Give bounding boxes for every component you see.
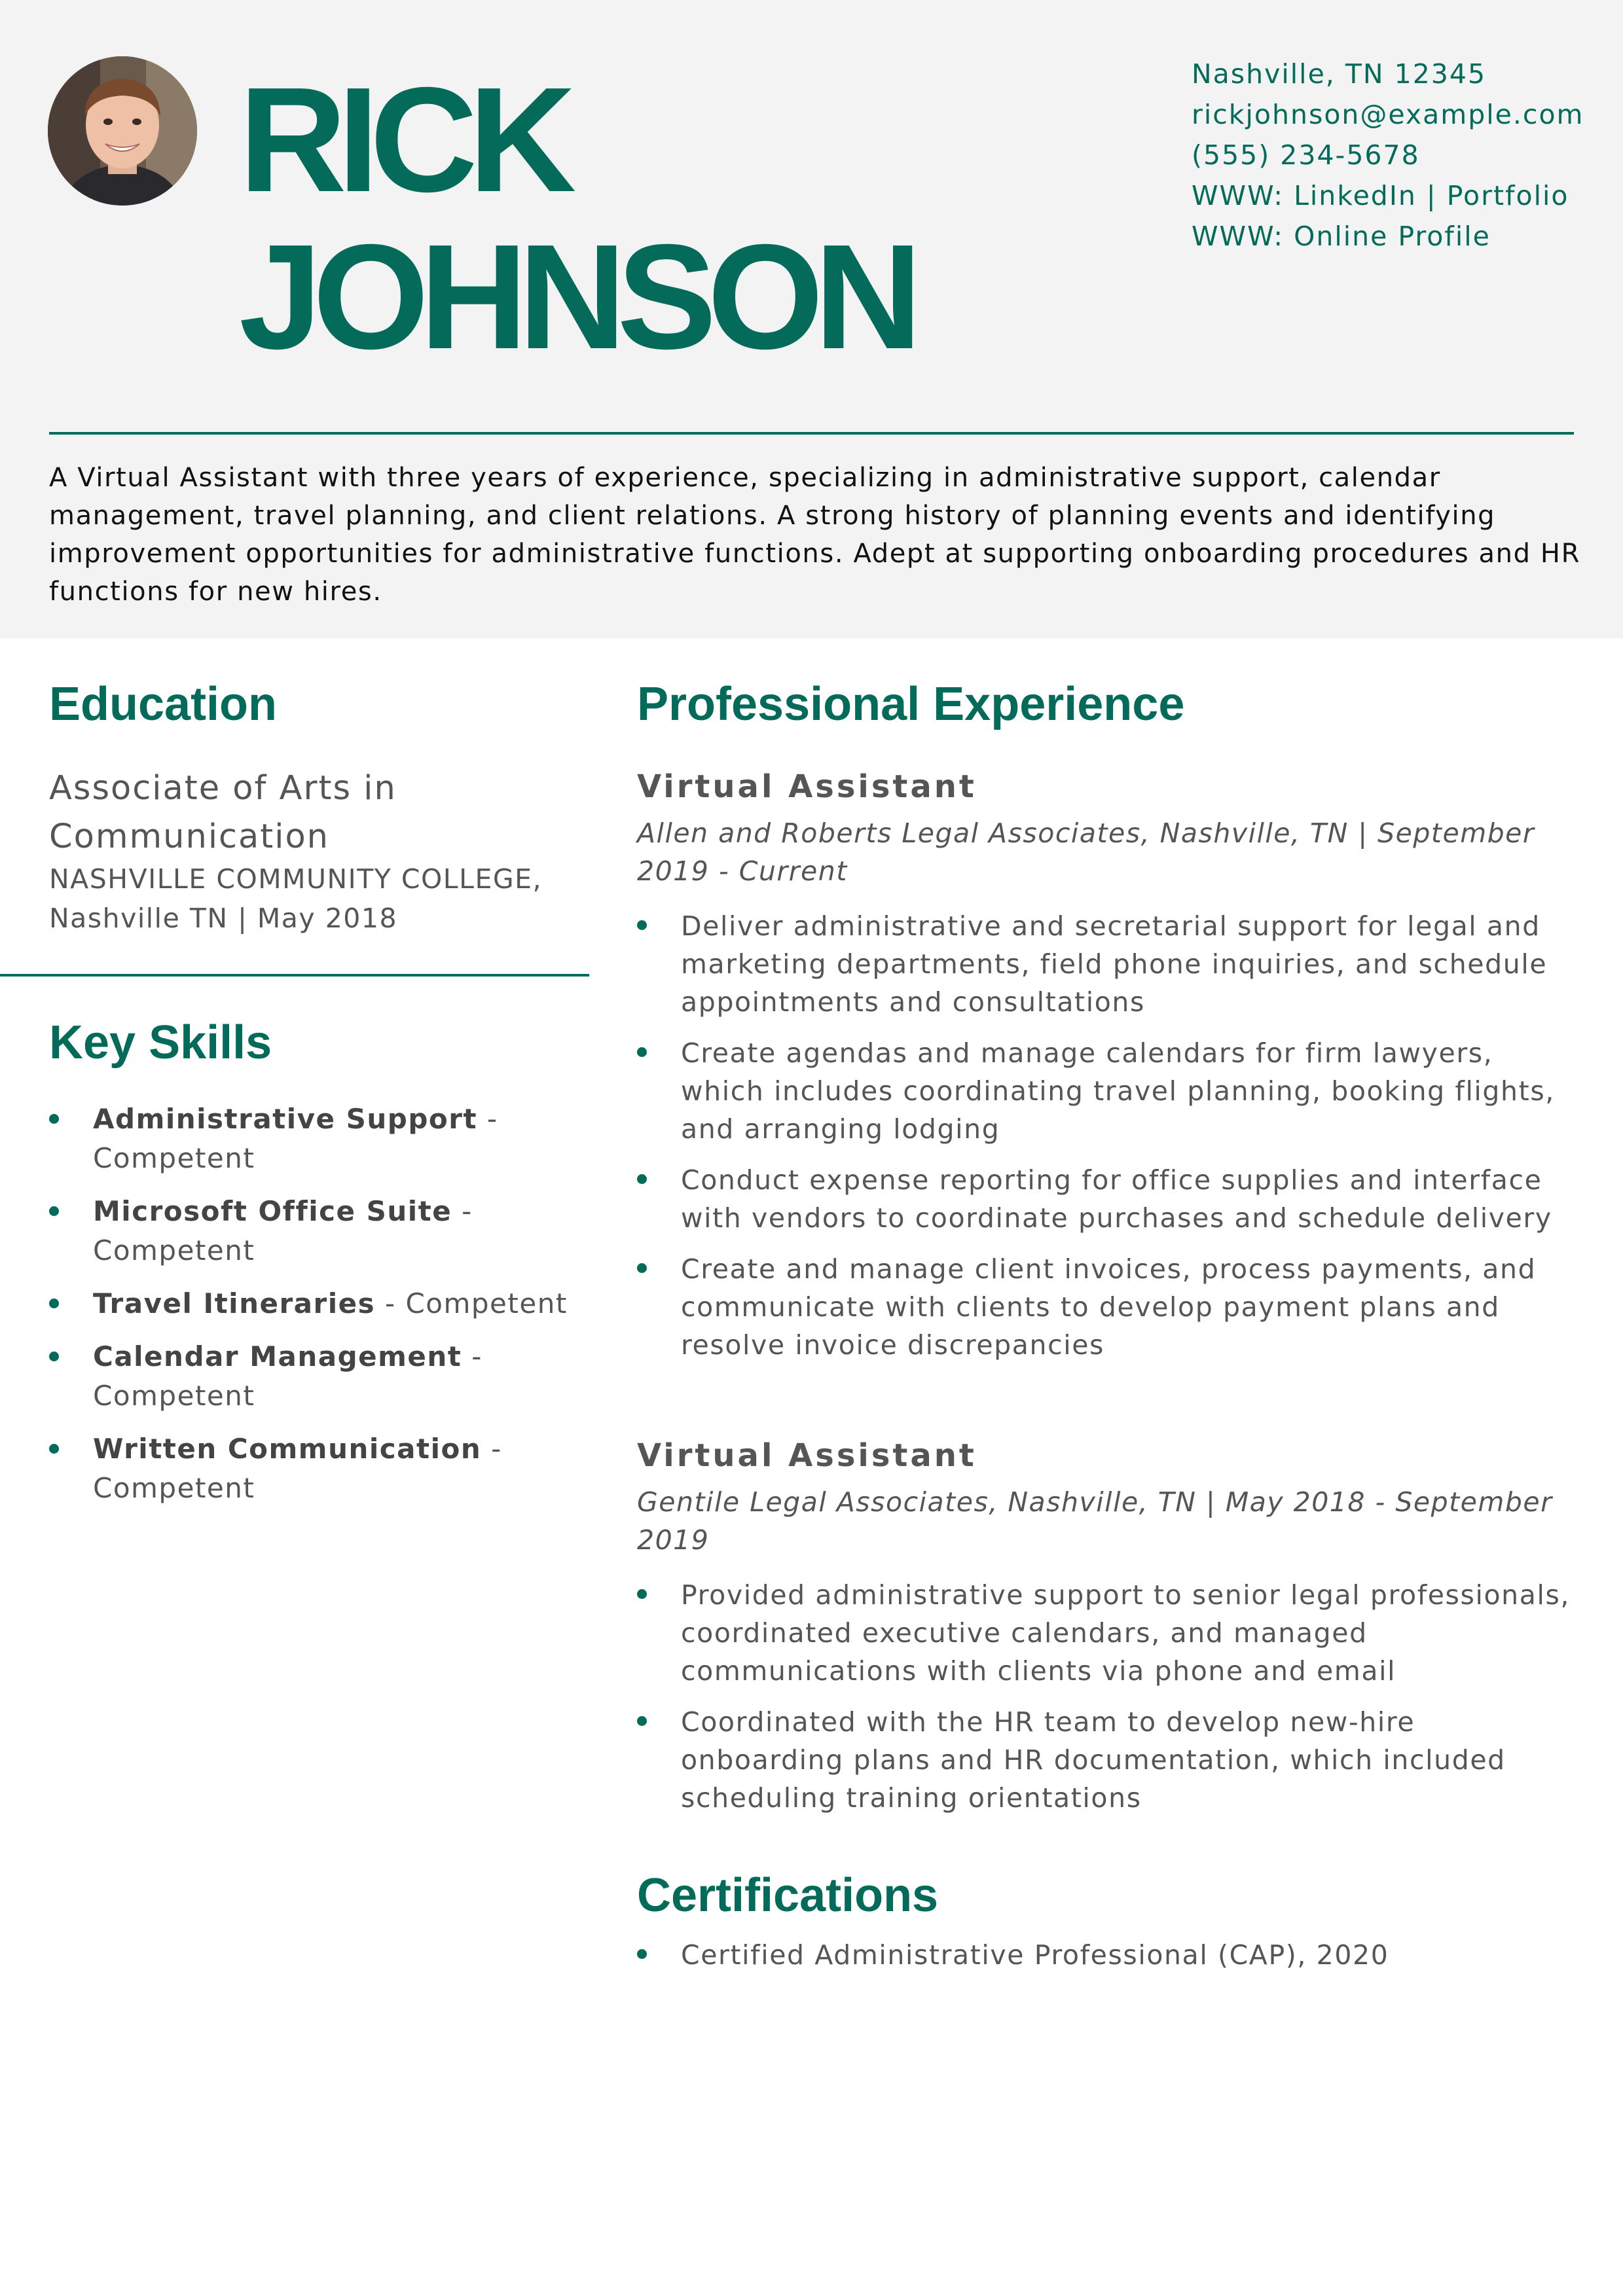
contact-email[interactable]: rickjohnson@example.com [1192, 99, 1584, 130]
header-divider [49, 432, 1574, 435]
bullet-icon [637, 1263, 647, 1273]
certification-text: Certified Administrative Professional (CAP), 2020 [681, 1939, 1389, 1971]
bullet-icon [637, 1589, 647, 1599]
professional-summary: A Virtual Assistant with three years of experience, specializing in administrative support, calendar management, travel planning, and client relations. A strong history of planning events and identifying improvement opportunities for administrative functions. Adept at supporting onboarding procedures and HR functions for new hires. [49, 463, 1580, 607]
bullet-icon [49, 1299, 59, 1308]
job-meta [637, 1483, 1580, 1559]
skill-level: - Competent [93, 1433, 502, 1504]
skill-level: - Competent [93, 1195, 473, 1266]
job-bullet-text: Deliver administrative and secretarial support for legal and marketing departments, field phone inquiries, and schedule appointments and consultations [681, 910, 1548, 1018]
education-heading: Education [49, 678, 278, 730]
job-bullet [637, 1161, 1580, 1237]
bullet-icon [637, 1716, 647, 1726]
skills-list [49, 1100, 599, 1522]
skill-name: Calendar Management [93, 1340, 462, 1372]
job-bullets [637, 907, 1580, 1364]
skill-level: - Competent [93, 1340, 483, 1412]
job-bullet [637, 1703, 1580, 1817]
skill-item [49, 1100, 599, 1178]
skill-item [49, 1284, 599, 1323]
job-bullet [637, 907, 1580, 1021]
skill-level: - Competent [93, 1103, 498, 1174]
job-bullet-text: Conduct expense reporting for office supplies and interface with vendors to coordinate purchases and schedule delivery [681, 1164, 1552, 1234]
job-bullets [637, 1576, 1580, 1817]
skills-heading: Key Skills [49, 1016, 272, 1069]
bullet-icon [637, 920, 647, 930]
contact-links-secondary[interactable]: WWW: Online Profile [1192, 221, 1491, 252]
certification-item [637, 1936, 1580, 1974]
skill-item [49, 1429, 599, 1508]
job-title: Virtual Assistant [637, 768, 977, 805]
bullet-icon [49, 1206, 59, 1216]
skill-name: Travel Itineraries [93, 1287, 376, 1319]
job-bullet-text: Create agendas and manage calendars for firm lawyers, which includes coordinating travel planning, booking flights, and arranging lodging [681, 1037, 1555, 1145]
skill-level: - Competent [375, 1287, 568, 1319]
job-bullet-text: Coordinated with the HR team to develop new-hire onboarding plans and HR documentation, which included scheduling training orientations [681, 1706, 1506, 1814]
certifications-list [637, 1936, 1580, 1974]
contact-phone: (555) 234-5678 [1192, 139, 1420, 171]
job-bullet [637, 1576, 1580, 1690]
skill-name: Microsoft Office Suite [93, 1195, 452, 1227]
bullet-icon [637, 1174, 647, 1184]
job-location-dates: , Nashville, TN | May 2018 - September 2019 [637, 1486, 1553, 1556]
avatar-photo [48, 56, 197, 206]
contact-block [1192, 54, 1584, 257]
job-company: Allen and Roberts Legal Associates [637, 817, 1141, 849]
skill-name: Written Communication [93, 1433, 482, 1465]
first-name: RICK [239, 57, 568, 223]
education-school: NASHVILLE COMMUNITY COLLEGE, [49, 863, 543, 895]
bullet-icon [49, 1114, 59, 1124]
education-degree: Associate of Arts in Communication [49, 769, 397, 856]
header-band [0, 0, 1623, 638]
job-bullet-text: Provided administrative support to senior legal professionals, coordinated executive calendars, and managed communications with clients via phone and email [681, 1579, 1571, 1687]
avatar [48, 56, 197, 206]
bullet-icon [49, 1444, 59, 1454]
job-title: Virtual Assistant [637, 1437, 977, 1474]
experience-heading: Professional Experience [637, 678, 1185, 730]
job-company: Gentile Legal Associates [637, 1486, 989, 1518]
contact-location: Nashville, TN 12345 [1192, 58, 1487, 90]
education-school-block [49, 859, 560, 938]
job-location-dates: , Nashville, TN | September 2019 - Current [637, 817, 1535, 887]
job-entry [637, 1437, 1580, 1830]
skill-item [49, 1192, 599, 1270]
bullet-icon [637, 1949, 647, 1959]
left-column-divider [0, 974, 589, 977]
contact-links-primary[interactable]: WWW: LinkedIn | Portfolio [1192, 180, 1569, 211]
job-bullet [637, 1034, 1580, 1148]
job-bullet [637, 1250, 1580, 1364]
skill-name: Administrative Support [93, 1103, 478, 1135]
job-meta [637, 814, 1580, 890]
job-entry [637, 768, 1580, 1377]
bullet-icon [49, 1352, 59, 1361]
certifications-block [637, 1936, 1580, 1987]
job-bullet-text: Create and manage client invoices, process payments, and communicate with clients to develop payment plans and resolve invoice discrepancies [681, 1253, 1537, 1361]
certifications-heading: Certifications [637, 1869, 939, 1922]
last-name: JOHNSON [239, 214, 913, 380]
education-location-date: Nashville TN | May 2018 [49, 903, 398, 934]
skill-item [49, 1337, 599, 1416]
bullet-icon [637, 1047, 647, 1057]
